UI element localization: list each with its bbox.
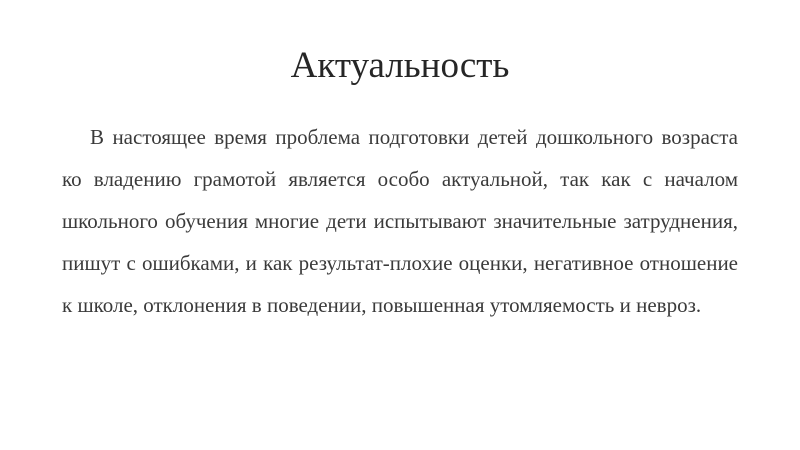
slide-body-paragraph: В настоящее время проблема подготовки детей дошкольного возраста ко владению грамотой является особо актуальной, так как с началом школьного обучения многие дети испытывают значительные затруднения, пишут с ошибками, и как результат-плохие оценки, негативное отношение к школе, отклонения в поведении, повышенная утомляемость и невроз. [62,125,738,317]
slide-title: Актуальность [290,45,510,86]
